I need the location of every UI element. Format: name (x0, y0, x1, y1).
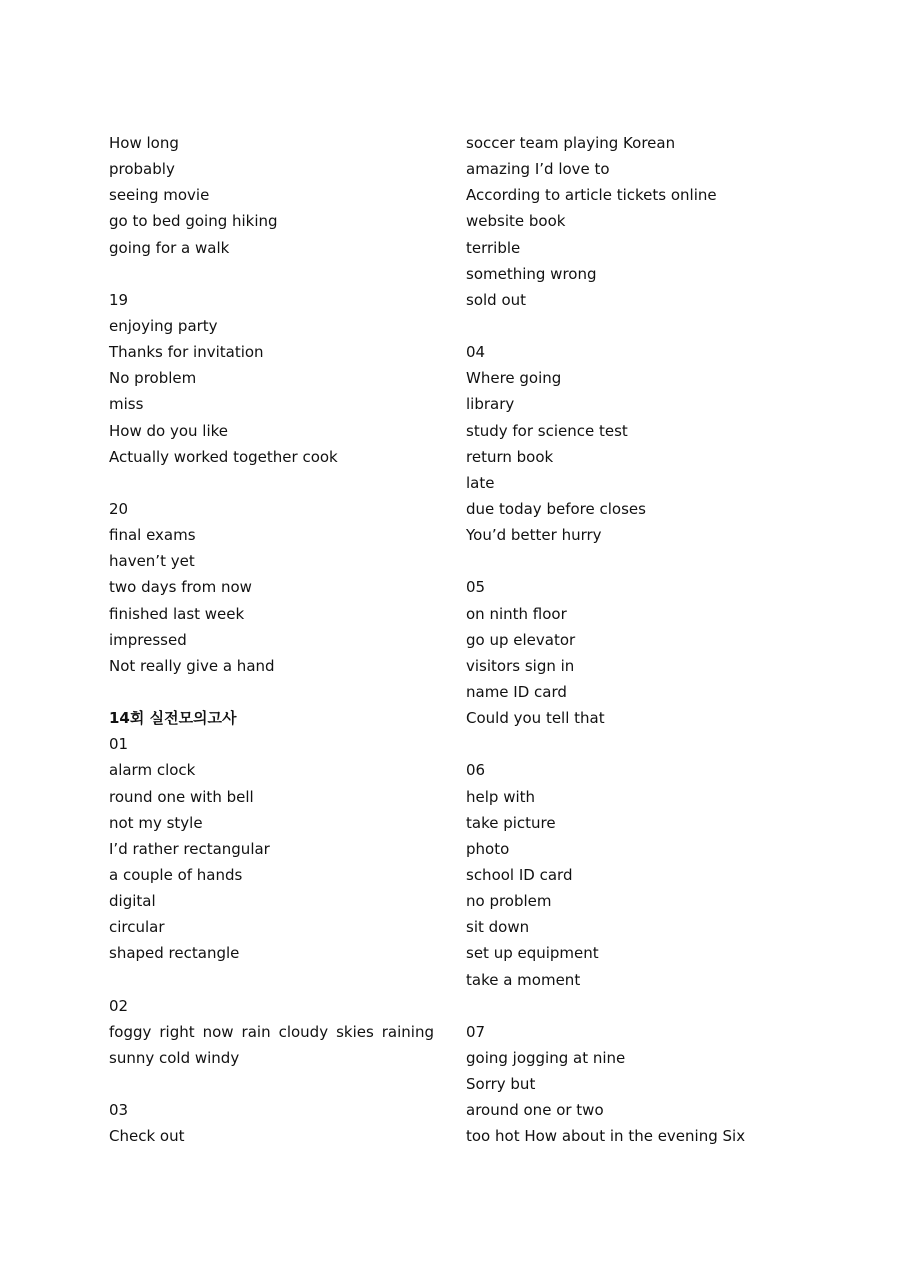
vocab-line: photo (466, 839, 510, 858)
blank-spacer (466, 548, 796, 574)
vocab-line: round one with bell (109, 787, 254, 806)
vocab-line: seeing movie (109, 186, 210, 205)
blank-spacer (109, 967, 434, 993)
section-heading: 14회 실전모의고사 (109, 709, 237, 728)
blank-spacer (466, 313, 796, 339)
vocab-line: I’d rather rectangular (109, 839, 270, 858)
question-number: 01 (109, 735, 129, 754)
vocab-line: Check out (109, 1127, 185, 1146)
question-number: 05 (466, 578, 486, 597)
vocab-line: terrible (466, 238, 521, 257)
vocab-line: take picture (466, 813, 556, 832)
vocab-line: sit down (466, 918, 530, 937)
vocab-line: alarm clock (109, 761, 196, 780)
vocab-line: sold out (466, 290, 527, 309)
vocab-line: miss (109, 395, 144, 414)
vocab-line: on ninth floor (466, 604, 567, 623)
question-number: 04 (466, 343, 486, 362)
vocab-line: Where going (466, 369, 562, 388)
vocab-line: Thanks for invitation (109, 343, 264, 362)
question-number: 03 (109, 1101, 129, 1120)
vocab-line: help with (466, 787, 536, 806)
vocab-line: impressed (109, 630, 187, 649)
question-number: 02 (109, 996, 129, 1015)
vocab-line: haven’t yet (109, 552, 195, 571)
vocab-line: shaped rectangle (109, 944, 240, 963)
vocab-line: soccer team playing Korean (466, 134, 676, 152)
vocab-line: No problem (109, 369, 197, 388)
vocab-line: finished last week (109, 604, 245, 623)
vocab-line: go up elevator (466, 630, 576, 649)
vocab-line: study for science test (466, 421, 628, 440)
vocab-line: a couple of hands (109, 865, 243, 884)
question-number: 20 (109, 499, 129, 518)
vocab-line: no problem (466, 892, 552, 911)
vocab-line-text: foggy right now rain cloudy skies raining (109, 1022, 434, 1041)
blank-spacer (109, 679, 434, 705)
blank-spacer (109, 1071, 434, 1097)
vocab-line: You’d better hurry (466, 526, 602, 545)
vocab-line: library (466, 395, 515, 414)
blank-spacer (466, 993, 796, 1019)
vocab-line: going for a walk (109, 238, 230, 257)
vocab-line: take a moment (466, 970, 581, 989)
vocab-line: website book (466, 212, 566, 231)
vocab-line: go to bed going hiking (109, 212, 278, 231)
blank-spacer (109, 261, 434, 287)
vocab-line: Sorry but (466, 1075, 536, 1094)
vocab-line: school ID card (466, 865, 573, 884)
vocab-line: Actually worked together cook (109, 447, 338, 466)
vocab-line: How do you like (109, 421, 229, 440)
vocab-line: return book (466, 447, 554, 466)
vocab-line: How long (109, 134, 179, 152)
vocab-line-continuation: sunny cold windy (109, 1048, 240, 1067)
blank-spacer (109, 470, 434, 496)
vocab-line: amazing I’d love to (466, 160, 610, 179)
right-column (466, 130, 796, 1149)
vocab-line: due today before closes (466, 499, 646, 518)
vocab-line (109, 1019, 434, 1071)
vocab-line: circular (109, 918, 165, 937)
vocab-line: something wrong (466, 264, 597, 283)
vocab-line: enjoying party (109, 316, 218, 335)
vocab-line: Not really give a hand (109, 656, 275, 675)
vocab-line: set up equipment (466, 944, 599, 963)
vocab-line: name ID card (466, 682, 567, 701)
vocab-line: not my style (109, 813, 203, 832)
vocab-line: around one or two (466, 1101, 604, 1120)
left-column (109, 130, 434, 1150)
vocab-line: probably (109, 160, 175, 179)
question-number: 06 (466, 761, 486, 780)
vocab-line: going jogging at nine (466, 1048, 626, 1067)
blank-spacer (466, 731, 796, 757)
question-number: 19 (109, 290, 129, 309)
vocab-line: late (466, 473, 495, 492)
vocab-line: two days from now (109, 578, 252, 597)
vocab-line: Could you tell that (466, 709, 605, 728)
vocab-line: too hot How about in the evening Six (466, 1127, 746, 1146)
vocab-line: According to article tickets online (466, 186, 717, 205)
question-number: 07 (466, 1022, 486, 1041)
vocab-line: final exams (109, 526, 196, 545)
vocab-line: visitors sign in (466, 656, 575, 675)
vocab-line: digital (109, 892, 156, 911)
